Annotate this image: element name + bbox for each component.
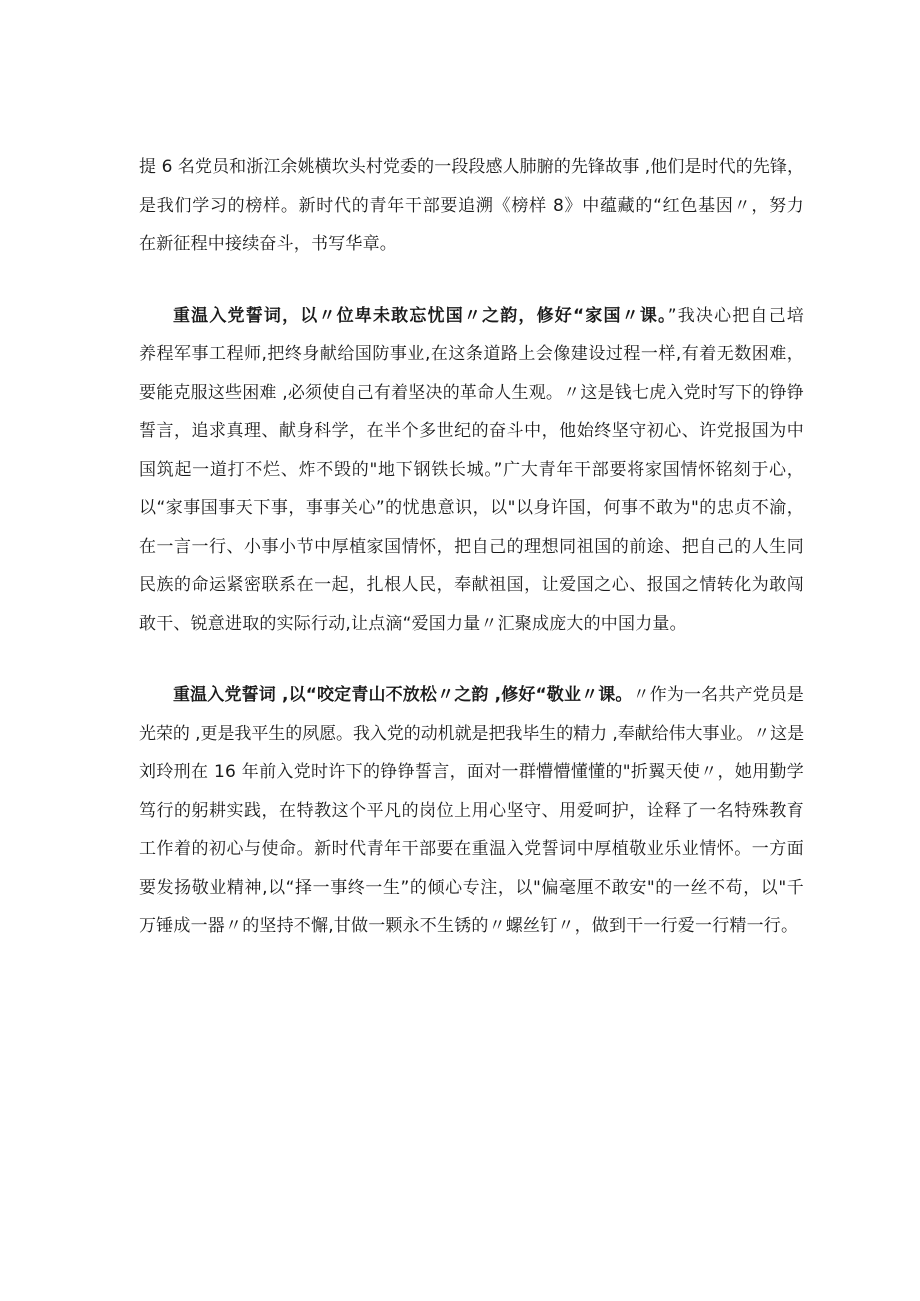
text-line: 是我们学习的榜样。新时代的青年干部要追溯《榜样 8》中蕴藏的“红色基因〃，努力	[139, 195, 804, 216]
paragraph-first-line	[139, 297, 804, 336]
text-line: 工作着的初心与使命。新时代青年干部要在重温入党誓词中厚植敬业乐业情怀。一方面	[139, 839, 804, 859]
paragraph-gap	[139, 264, 804, 297]
text-line: 敢干、锐意进取的实际行动,让点滴“爱国力量〃汇聚成庞大的中国力量。	[139, 613, 687, 634]
paragraph-first-line	[139, 676, 804, 715]
text-line: 民族的命运紧密联系在一起，扎根人民，奉献祖国，让爱国之心、报国之情转化为敢闯	[139, 575, 804, 595]
text-line: 光荣的 ,更是我平生的夙愿。我入党的动机就是把我毕生的精力 ,奉献给伟大事业。〃这是	[139, 723, 804, 744]
text-line: 在新征程中接续奋斗，书写华章。	[139, 234, 397, 254]
document-body	[139, 148, 804, 946]
text-line: 养程军事工程师,把终身献给国防事业,在这条道路上会像建设过程一样,有着无数困难，	[139, 344, 804, 364]
text-line: 万锤成一器〃的坚持不懈,甘做一颗永不生锈的〃螺丝钉〃，做到干一行爱一行精一行。	[139, 916, 799, 936]
paragraph-heading: 重温入党誓词 ,以“咬定青山不放松〃之韵 ,修好“敬业〃课。	[173, 685, 633, 705]
text-line: 国筑起一道打不烂、炸不毁的"地下钢铁长城。”广大青年干部要将家国情怀铭刻于心，	[139, 459, 804, 480]
paragraph-first-line-text: ”我决心把自己培	[667, 305, 804, 326]
text-line: 笃行的躬耕实践，在特教这个平凡的岗位上用心坚守、用爱呵护，诠释了一名特殊教育	[139, 800, 804, 821]
text-line: 刘玲刑在 16 年前入党时许下的铮铮誓言，面对一群懵懵懂懂的"折翼天使〃，她用勤学	[139, 762, 804, 782]
paragraph-first-line-text: 〃作为一名共产党员是	[632, 685, 804, 705]
text-line: 要能克服这些困难 ,必须使自己有着坚决的革命人生观。〃这是钱七虎入党时写下的铮铮	[139, 382, 804, 403]
text-line: 要发扬敬业精神,以“择一事终一生”的倾心专注，以"偏毫厘不敢安"的一丝不苟，以"千	[139, 877, 804, 898]
paragraph-3	[139, 676, 804, 946]
paragraph-1	[139, 148, 804, 264]
text-line: 在一言一行、小事小节中厚植家国情怀，把自己的理想同祖国的前途、把自己的人生同	[139, 536, 804, 557]
text-line: 提 6 名党员和浙江余姚横坎头村党委的一段段感人肺腑的先锋故事 ,他们是时代的先锋，	[139, 157, 804, 177]
paragraph-gap	[139, 643, 804, 676]
paragraph-2	[139, 297, 804, 644]
text-line: 以“家事国事天下事，事事关心”的忧患意识，以"以身许国，何事不敢为"的忠贞不渝，	[139, 498, 804, 518]
paragraph-heading: 重温入党誓词，以〃位卑未敢忘忧国〃之韵，修好“家国〃课。	[173, 305, 668, 326]
text-line: 誓言，追求真理、献身科学，在半个多世纪的奋斗中，他始终坚守初心、许党报国为中	[139, 421, 804, 441]
